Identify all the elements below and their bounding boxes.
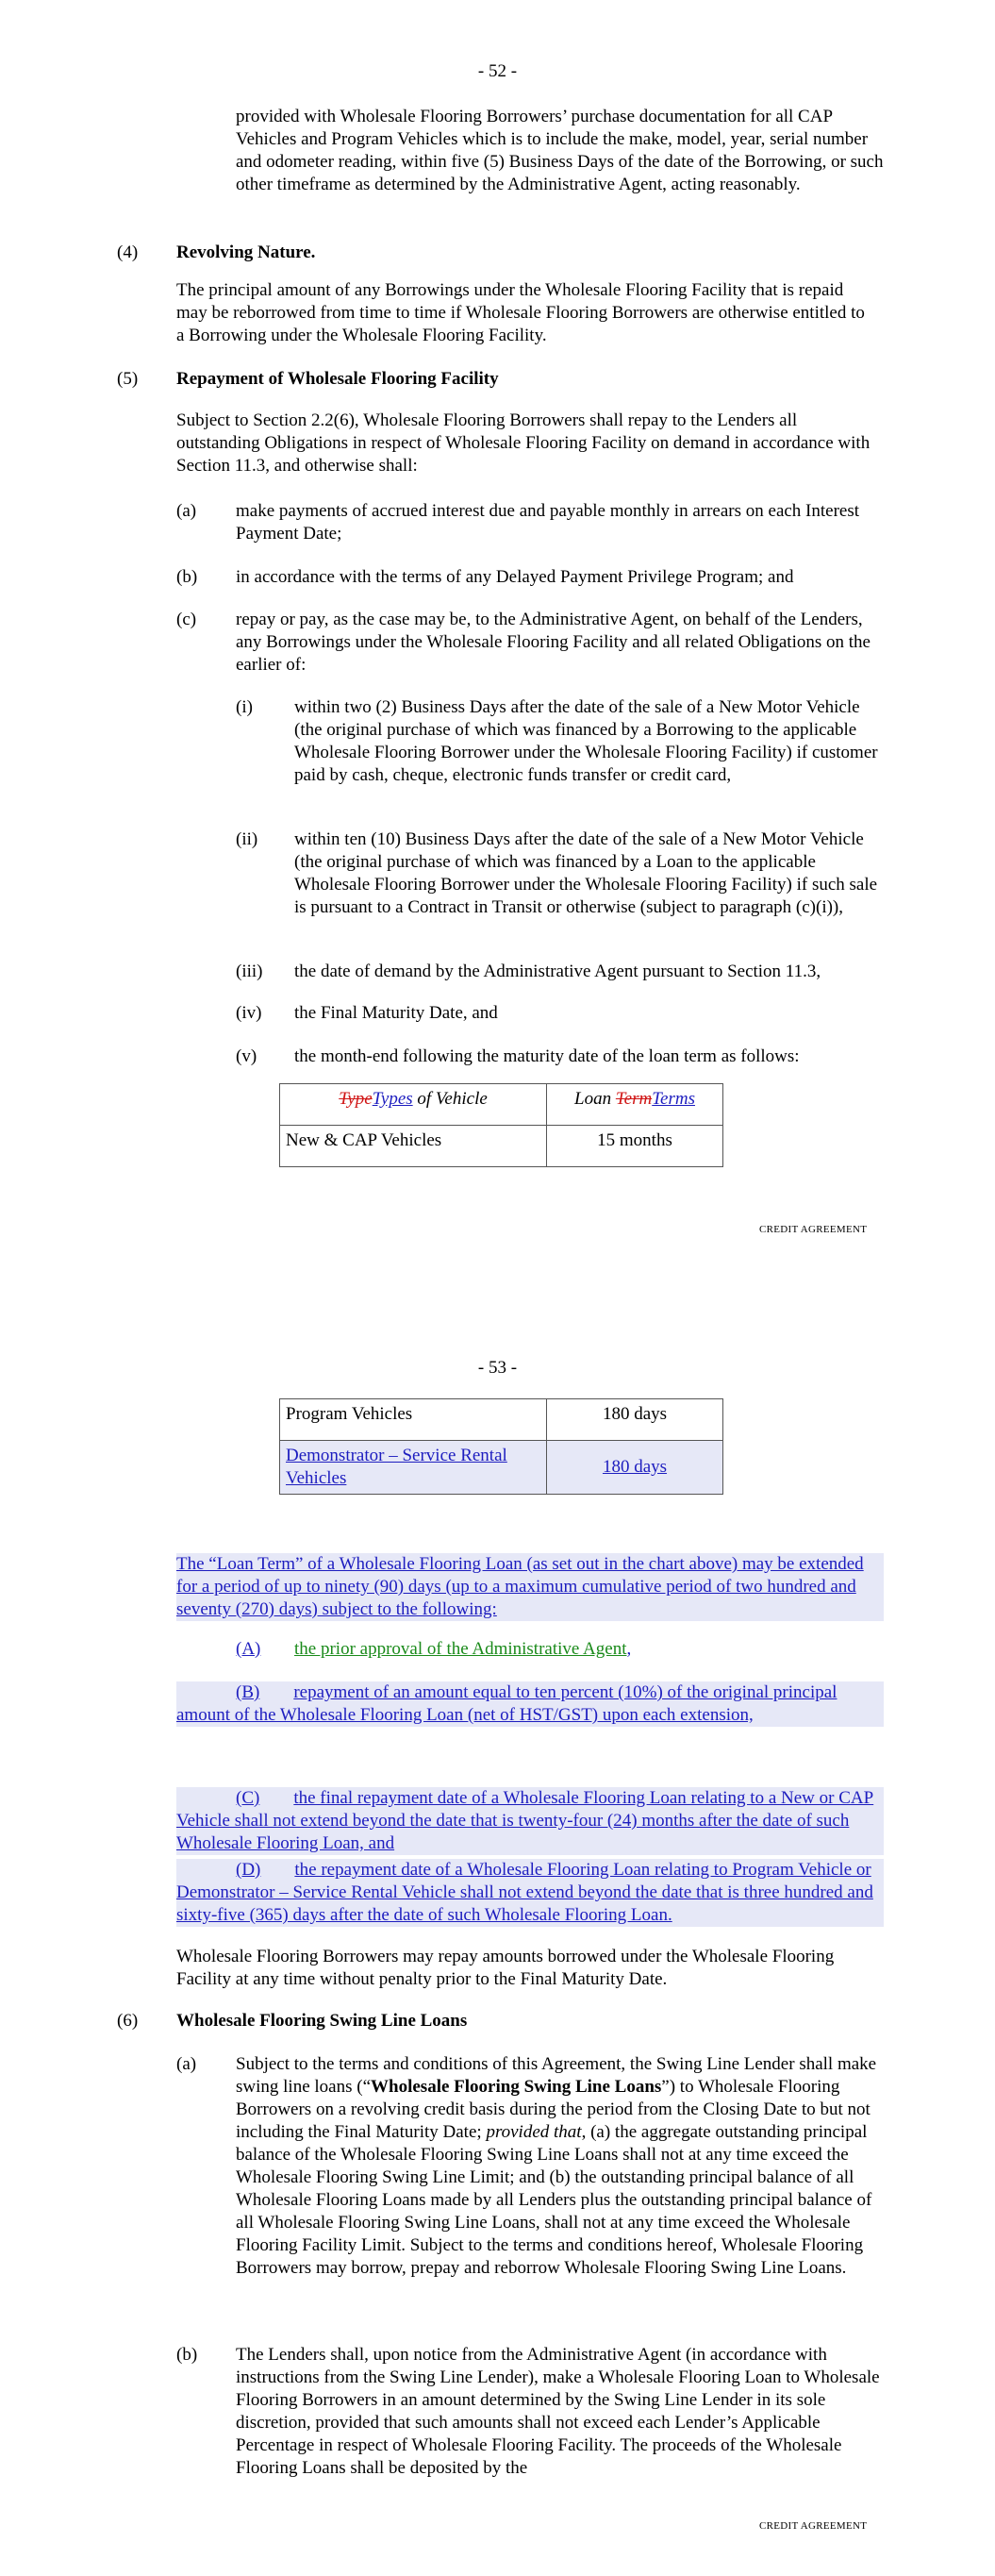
subitem-i-label: (i) (236, 697, 253, 717)
section-4-number: (4) (117, 243, 139, 262)
table-cell: 180 days (547, 1399, 723, 1441)
section-4-paragraph: The principal amount of any Borrowings under the Wholesale Flooring Facility that is repaid may be reborrowed from time to time if Wholesale Flooring Borrowers are otherwise entitled to a Borrowing under the Wholesale Flooring Facility. (176, 280, 865, 345)
table-header-vehicle-type: TypeTypes of Vehicle (280, 1084, 547, 1126)
table-header-loan-term: Loan TermTerms (547, 1084, 723, 1126)
clause-D-label: (D) (236, 1860, 261, 1880)
table-cell: Program Vehicles (280, 1399, 547, 1441)
subitem-ii-label: (ii) (236, 829, 258, 849)
loan-term-extension-paragraph: The “Loan Term” of a Wholesale Flooring Loan (as set out in the chart above) may be extended for a period of up to ninety (90) days (up to a maximum cumulative period of two hundred and seventy (270) days) subject to the following: (176, 1553, 884, 1621)
section-6-number: (6) (117, 2011, 139, 2031)
item-c-label: (c) (176, 610, 197, 629)
section-4-heading: Revolving Nature. (176, 243, 316, 262)
section-6-heading: Wholesale Flooring Swing Line Loans (176, 2011, 468, 2031)
section-6b-label: (b) (176, 2345, 198, 2365)
section-6a-label: (a) (176, 2054, 197, 2074)
subitem-iii-label: (iii) (236, 962, 263, 981)
item-b-text: in accordance with the terms of any Delayed Payment Privilege Program; and (236, 567, 794, 587)
clause-C-label: (C) (236, 1788, 260, 1808)
table-cell: 180 days (547, 1441, 723, 1495)
clause-C-text: the final repayment date of a Wholesale Flooring Loan relating to a New or CAP Vehicle shall not extend beyond the date that is twenty-four (24) months after the date of such Wholesale Flooring Loan, and (176, 1788, 874, 1853)
clause-D-text: the repayment date of a Wholesale Flooring Loan relating to Program Vehicle or Demonstrator – Service Rental Vehicle shall not extend beyond the date that is three hundred and sixty-five (365) days after the date of such Wholesale Flooring Loan. (176, 1860, 873, 1925)
intro-paragraph: provided with Wholesale Flooring Borrowers’ purchase documentation for all CAP Vehicles and Program Vehicles which is to include the make, model, year, serial number and odometer reading, within five (5) Business Days of the date of the Borrowing, or such other timeframe as determined by the Administrative Agent, acting reasonably. (236, 107, 884, 194)
table-cell: 15 months (547, 1126, 723, 1167)
clause-A-text: the prior approval of the Administrative Agent, (294, 1639, 632, 1659)
loan-term-table (279, 1083, 723, 1167)
clause-B-text: repayment of an amount equal to ten percent (10%) of the original principal amount of the Wholesale Flooring Loan (net of HST/GST) upon each extension, (176, 1682, 837, 1725)
item-b-label: (b) (176, 567, 198, 587)
section-5-paragraph: Subject to Section 2.2(6), Wholesale Flooring Borrowers shall repay to the Lenders all outstanding Obligations in respect of Wholesale Flooring Facility on demand in accordance with Section 11.3, and otherwise shall: (176, 410, 871, 476)
table-cell: Demonstrator – Service Rental Vehicles (280, 1441, 547, 1495)
page-number: - 52 - (477, 61, 518, 81)
clause-D (176, 1859, 884, 1927)
page-number: - 53 - (477, 1358, 518, 1378)
table-row (280, 1399, 723, 1441)
page-footer: CREDIT AGREEMENT (759, 2520, 868, 2532)
subitem-i-text: within two (2) Business Days after the date of the sale of a New Motor Vehicle (the original purchase of which was financed by a Borrowing to the applicable Wholesale Flooring Borrower under the Wholesale Flooring Facility) if customer paid by cash, cheque, electronic funds transfer or credit card, (294, 697, 878, 785)
page-footer: CREDIT AGREEMENT (759, 1224, 868, 1235)
subitem-iii-text: the date of demand by the Administrative Agent pursuant to Section 11.3, (294, 962, 821, 981)
clause-B-label: (B) (236, 1682, 260, 1702)
subitem-v-label: (v) (236, 1046, 257, 1066)
section-5-heading: Repayment of Wholesale Flooring Facility (176, 369, 499, 389)
section-6a-text: Subject to the terms and conditions of this Agreement, the Swing Line Lender shall make swing line loans (“Wholesale Flooring Swing Line Loans”) to Wholesale Flooring Borrowers on a revolving credit basis during the period from the Closing Date to but not including the Final Maturity Date; provided that, (a) the aggregate outstanding principal balance of the Wholesale Flooring Swing Line Loans shall not at any time exceed the Wholesale Flooring Swing Line Limit; and (b) the outstanding principal balance of all Wholesale Flooring Loans made by all Lenders plus the outstanding principal balance of all Wholesale Flooring Swing Line Loans, shall not at any time exceed the Wholesale Flooring Facility Limit. Subject to the terms and conditions hereof, Wholesale Flooring Borrowers may borrow, prepay and reborrow Wholesale Flooring Swing Line Loans. (236, 2054, 877, 2278)
prepayment-paragraph: Wholesale Flooring Borrowers may repay amounts borrowed under the Wholesale Flooring Facility at any time without penalty prior to the Final Maturity Date. (176, 1947, 835, 1989)
item-a-text: make payments of accrued interest due and payable monthly in arrears on each Interest Payment Date; (236, 501, 860, 544)
subitem-ii-text: within ten (10) Business Days after the date of the sale of a New Motor Vehicle (the original purchase of which was financed by a Loan to the applicable Wholesale Flooring Borrower under the Wholesale Flooring Facility) if such sale is pursuant to a Contract in Transit or otherwise (subject to paragraph (c)(i)), (294, 829, 878, 917)
section-6b-text: The Lenders shall, upon notice from the Administrative Agent (in accordance with instructions from the Swing Line Lender), make a Wholesale Flooring Loan to Wholesale Flooring Borrowers in an amount determined by the Swing Line Lender in its sole discretion, provided that such amounts shall not exceed each Lender’s Applicable Percentage in respect of Wholesale Flooring Facility. The proceeds of the Wholesale Flooring Loans shall be deposited by the (236, 2345, 880, 2478)
clause-B (176, 1681, 884, 1727)
table-row (280, 1441, 723, 1495)
table-cell: New & CAP Vehicles (280, 1126, 547, 1167)
subitem-iv-label: (iv) (236, 1003, 262, 1023)
clause-C (176, 1787, 884, 1855)
table-header-row (280, 1084, 723, 1126)
section-5-number: (5) (117, 369, 139, 389)
subitem-iv-text: the Final Maturity Date, and (294, 1003, 498, 1023)
clause-A-label: (A) (236, 1639, 261, 1659)
table-row (280, 1126, 723, 1167)
subitem-v-text: the month-end following the maturity date of the loan term as follows: (294, 1046, 800, 1066)
item-c-text: repay or pay, as the case may be, to the Administrative Agent, on behalf of the Lenders, any Borrowings under the Wholesale Flooring Facility and all related Obligations on the earlier of: (236, 610, 871, 675)
loan-term-table-continued (279, 1398, 723, 1495)
item-a-label: (a) (176, 501, 197, 521)
